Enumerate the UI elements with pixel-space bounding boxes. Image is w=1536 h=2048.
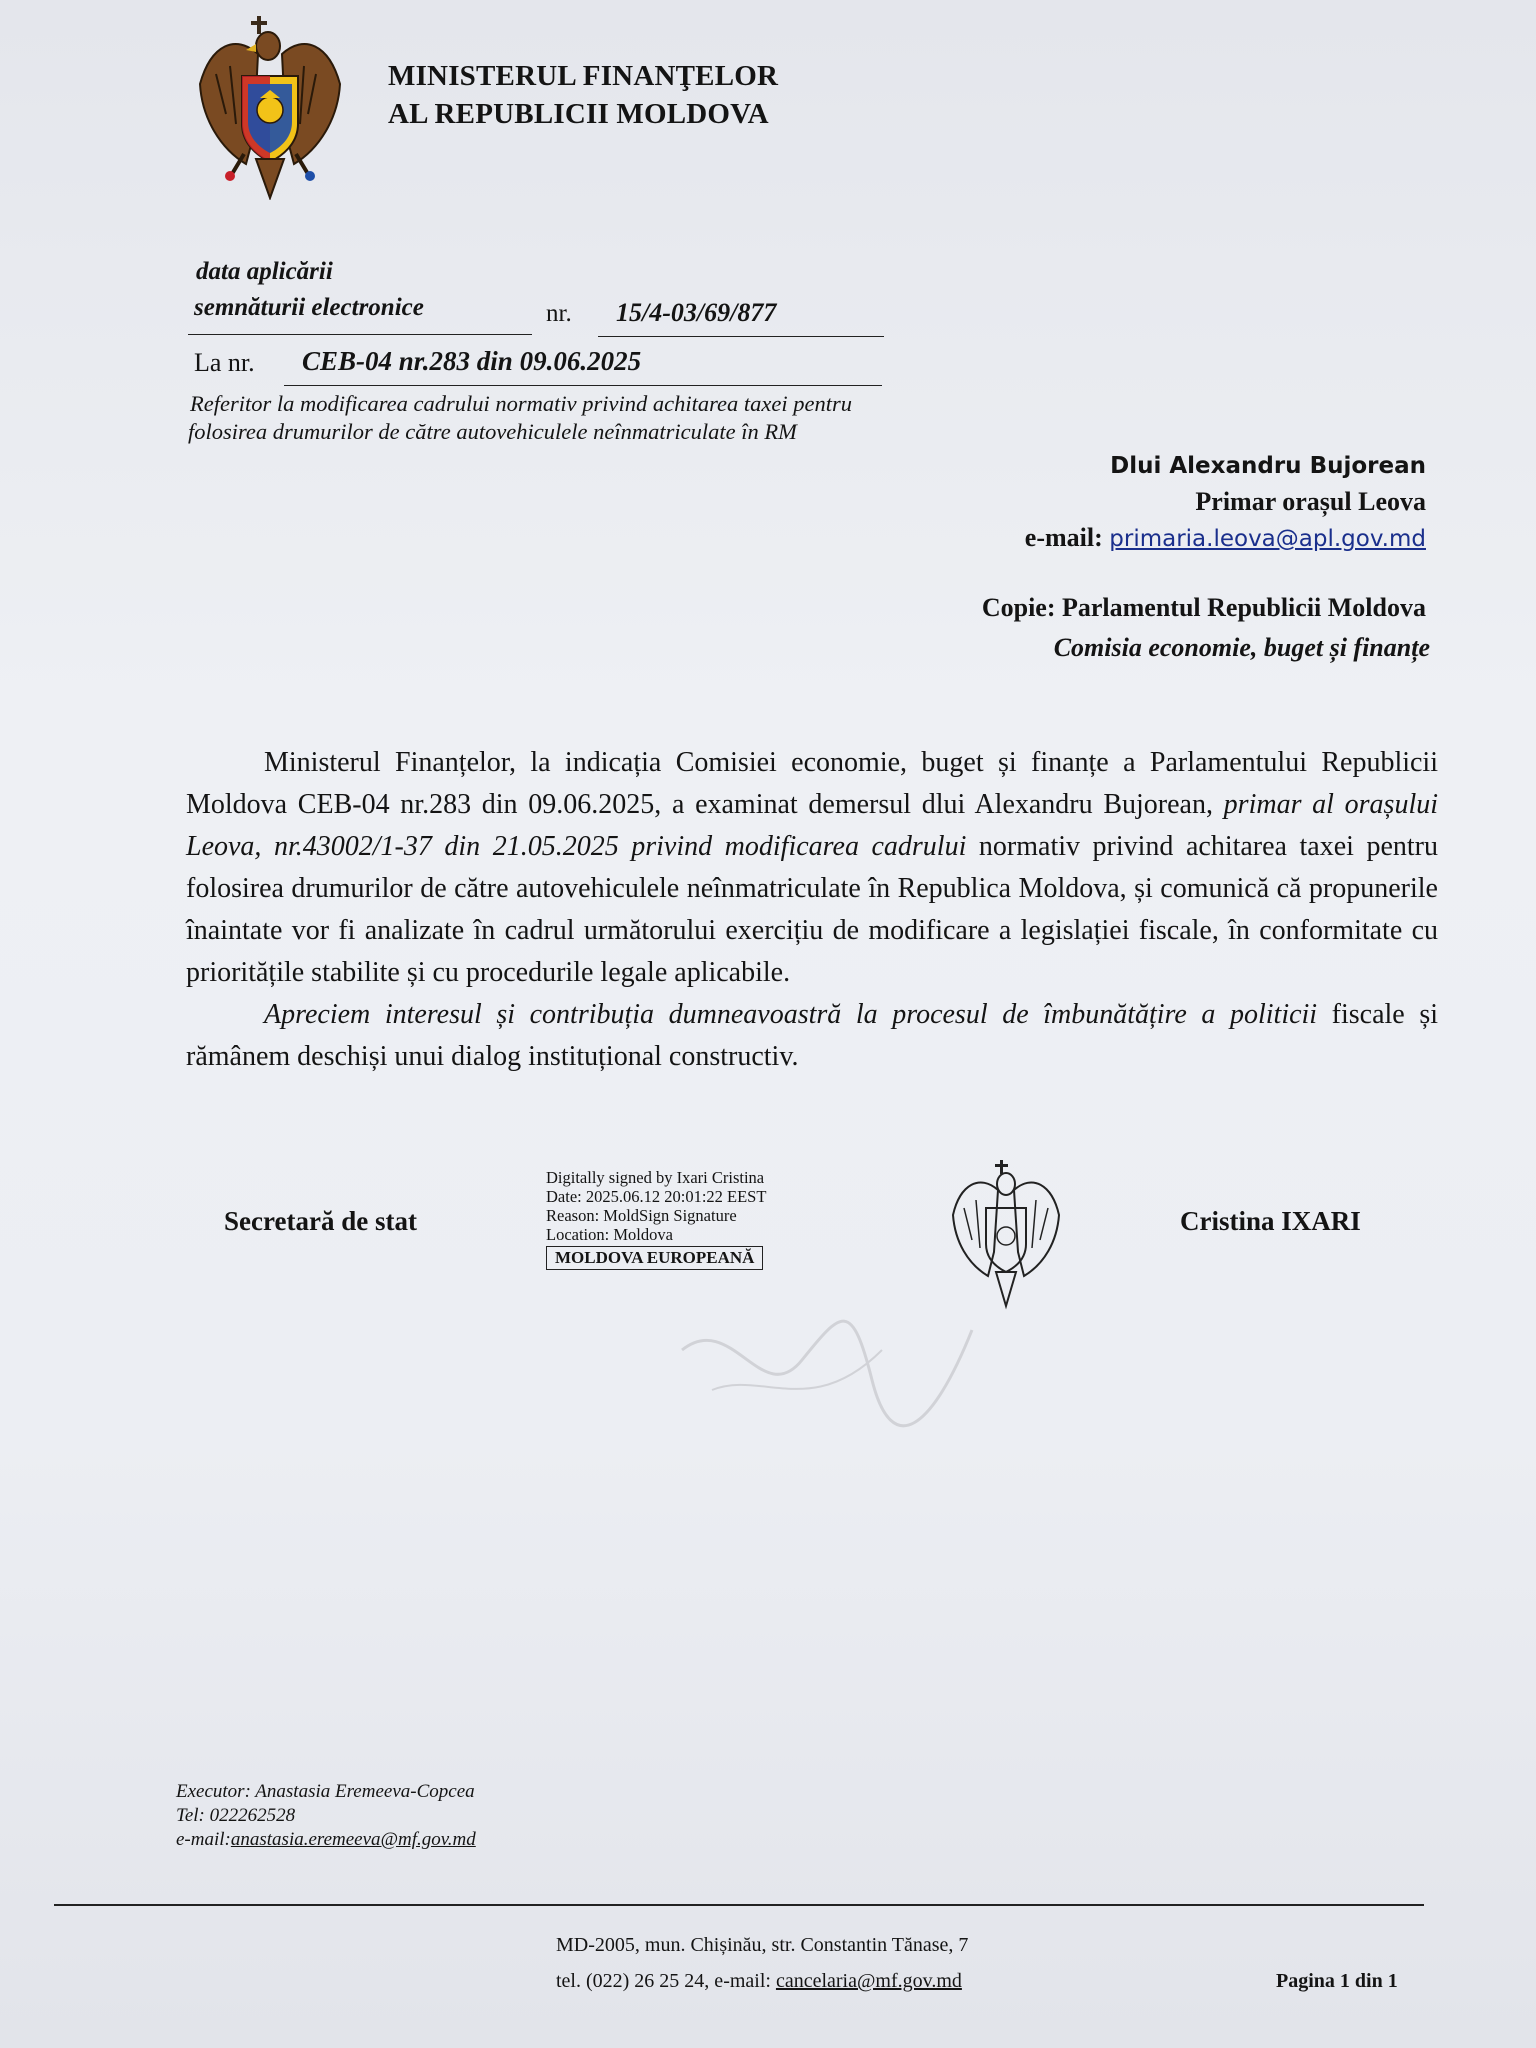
bleed-through-text [630, 130, 640, 177]
body-paragraph-2-part-a: Apreciem interesul și contribuția dumneavoastră la procesul de îmbunătățire a politicii [264, 999, 1318, 1030]
letter-body [186, 742, 1438, 1078]
body-paragraph-1-part-b: primar al orașului Leova, nr.43002/1-37 din 21.05.2025 privind modificarea cadrului [186, 789, 1438, 862]
ministry-name-line2: AL REPUBLICII MOLDOVA [388, 98, 769, 130]
signatory-role: Secretară de stat [224, 1206, 417, 1236]
date-label-line2: semnăturii electronice [194, 294, 424, 321]
date-underline [188, 334, 532, 335]
body-paragraph-1-part-a: Ministerul Finanțelor, la indicația Comisiei economie, buget și finanțe a Parlamentului Republicii Moldova CEB-04 nr.283 din 09.06.2025, a examinat demersul dlui Alexandru Bujorean, [186, 747, 1438, 820]
subject-line1: Referitor la modificarea cadrului normativ privind achitarea taxei pentru [190, 391, 852, 416]
la-nr-underline [284, 385, 882, 386]
body-paragraph-1 [186, 742, 1438, 994]
la-nr-value: CEB-04 nr.283 din 09.06.2025 [302, 346, 642, 376]
executor-tel: Tel: 022262528 [176, 1805, 296, 1826]
nr-value: 15/4-03/69/877 [616, 298, 777, 327]
nr-underline [598, 336, 884, 337]
digital-signature-block [546, 1168, 766, 1270]
copy-label: Copie: Parlamentul Republicii Moldova [981, 593, 1426, 622]
digital-signature-line4: Location: Moldova [546, 1225, 673, 1244]
footer-tel: tel. (022) 26 25 24, e-mail: [556, 1970, 776, 1992]
digital-signature-line3: Reason: MoldSign Signature [546, 1206, 737, 1225]
executor-email-label: e-mail: [176, 1829, 231, 1850]
recipient-name: Dlui Alexandru Bujorean [1110, 453, 1426, 479]
footer-divider [54, 1904, 1424, 1906]
recipient-title: Primar orașul Leova [1195, 487, 1426, 516]
coat-of-arms-small-icon [950, 1160, 1062, 1310]
nr-label: nr. [546, 300, 572, 327]
digital-signature-line2: Date: 2025.06.12 20:01:22 EEST [546, 1187, 767, 1206]
moldova-europeana-stamp: MOLDOVA EUROPEANĂ [546, 1246, 763, 1270]
executor-block [176, 1780, 476, 1852]
body-paragraph-1-part-c: normativ privind achitarea taxei pentru folosirea drumurilor de către autovehiculele neînmatriculate în Republica Moldova, și comunică că propunerile înaintate vor fi analizate în cadrul următorului exercițiu de modificare a legislației fiscale, în conformitate cu prioritățile stabilite și cu procedurile legale aplicabile. [186, 831, 1438, 988]
footer-contact [556, 1966, 962, 1996]
executor-name: Executor: Anastasia Eremeeva-Copcea [176, 1781, 475, 1802]
digital-signature-line1: Digitally signed by Ixari Cristina [546, 1168, 765, 1187]
page-number: Pagina 1 din 1 [1276, 1970, 1398, 1992]
subject-line2: folosirea drumurilor de către autovehiculele neînmatriculate în RM [188, 419, 797, 444]
moldova-coat-of-arms-icon [196, 14, 344, 200]
copy-committee: Comisia economie, buget și finanțe [1053, 633, 1430, 662]
date-label-line1: data aplicării [196, 258, 333, 285]
footer-address: MD-2005, mun. Chișinău, str. Constantin Tănase, 7 [556, 1934, 969, 1956]
body-paragraph-2-part-b: fiscale și rămânem deschiși unui dialog instituțional constructiv. [186, 999, 1438, 1072]
recipient-email-row [1025, 520, 1426, 557]
handwritten-signature-icon [672, 1290, 992, 1440]
recipient-email-label: e-mail: [1024, 523, 1103, 552]
recipient-email-link[interactable]: primaria.leova@apl.gov.md [1109, 526, 1426, 552]
executor-email-link[interactable]: anastasia.eremeeva@mf.gov.md [230, 1829, 476, 1850]
signer-name: Cristina IXARI [1180, 1206, 1361, 1236]
footer-email-link[interactable]: cancelaria@mf.gov.md [775, 1970, 962, 1992]
la-nr-label: La nr. [194, 348, 255, 377]
ministry-name-line1: MINISTERUL FINANŢELOR [388, 60, 779, 92]
body-paragraph-2 [186, 994, 1438, 1078]
